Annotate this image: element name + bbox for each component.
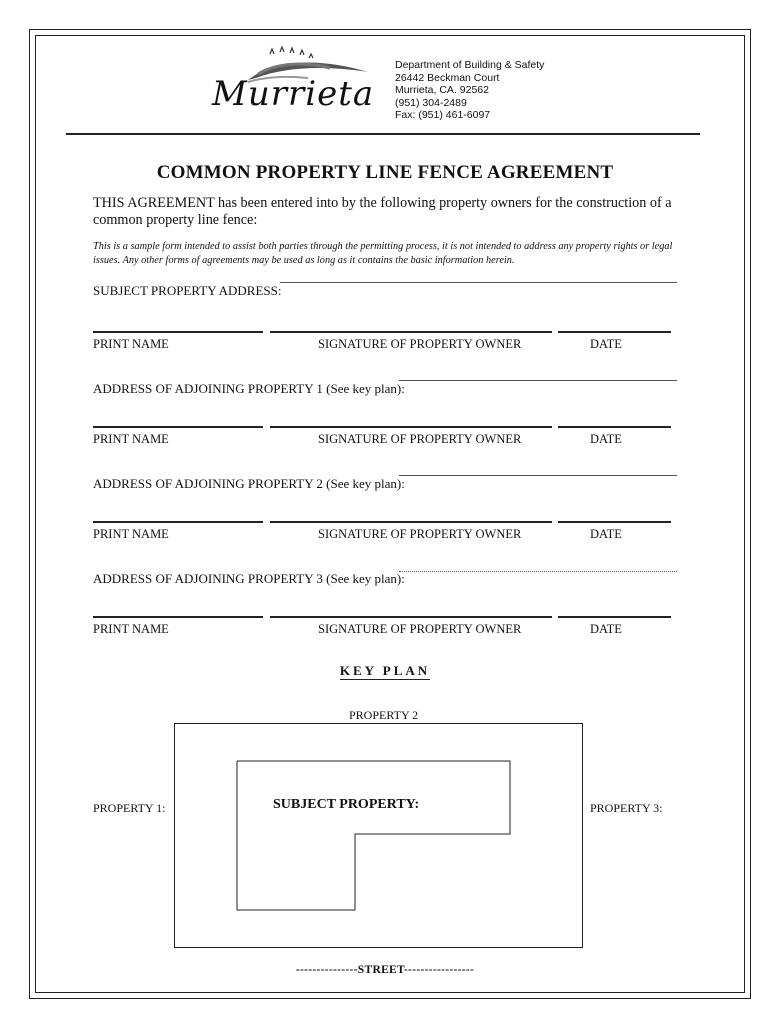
signature-label-4: SIGNATURE OF PROPERTY OWNER bbox=[318, 622, 522, 636]
adjoining-2-label: ADDRESS OF ADJOINING PROPERTY 2 (See key plan): bbox=[93, 476, 405, 491]
disclaimer-note: This is a sample form intended to assist both parties through the permitting process, it is not intended to address any property rights or legal issues. Any other forms of agreements may be used as long as it contains the basic information herein. bbox=[93, 241, 673, 266]
header-divider bbox=[66, 133, 700, 135]
date-line-1[interactable] bbox=[558, 331, 671, 333]
street-label: ---------------STREET----------------- bbox=[295, 964, 475, 976]
department-city: Murrieta, CA. 92562 bbox=[395, 84, 489, 96]
subject-address-label: SUBJECT PROPERTY ADDRESS: bbox=[93, 283, 282, 298]
property-3-label: PROPERTY 3: bbox=[590, 801, 663, 815]
property-1-label: PROPERTY 1: bbox=[93, 801, 166, 815]
adjoining-3-field[interactable] bbox=[399, 571, 677, 572]
print-name-line-2[interactable] bbox=[93, 426, 263, 428]
intro-text: THIS AGREEMENT has been entered into by the following property owners for the construction of a common property line fence: bbox=[93, 195, 672, 228]
subject-address-field[interactable] bbox=[280, 282, 677, 283]
department-phone: (951) 304-2489 bbox=[395, 96, 467, 109]
signature-line-4[interactable] bbox=[270, 616, 552, 618]
signature-label-1: SIGNATURE OF PROPERTY OWNER bbox=[318, 337, 522, 351]
date-label-3: DATE bbox=[590, 527, 622, 541]
print-name-label-2: PRINT NAME bbox=[93, 432, 169, 446]
signature-label-2: SIGNATURE OF PROPERTY OWNER bbox=[318, 432, 522, 446]
signature-line-2[interactable] bbox=[270, 426, 552, 428]
adjoining-1-label: ADDRESS OF ADJOINING PROPERTY 1 (See key plan): bbox=[93, 381, 405, 396]
print-name-label-3: PRINT NAME bbox=[93, 527, 169, 541]
department-street: 26442 Beckman Court bbox=[395, 71, 500, 84]
print-name-label-1: PRINT NAME bbox=[93, 337, 169, 351]
date-label-4: DATE bbox=[590, 622, 622, 636]
department-fax: Fax: (951) 461-6097 bbox=[395, 109, 491, 121]
adjoining-1-field[interactable] bbox=[399, 380, 677, 381]
department-name: Department of Building & Safety bbox=[395, 59, 545, 71]
logo-wordmark: Murrieta bbox=[212, 74, 375, 114]
print-name-line-4[interactable] bbox=[93, 616, 263, 618]
date-line-3[interactable] bbox=[558, 521, 671, 523]
date-line-4[interactable] bbox=[558, 616, 671, 618]
property-2-label: PROPERTY 2 bbox=[349, 708, 419, 722]
page-title: COMMON PROPERTY LINE FENCE AGREEMENT bbox=[156, 162, 614, 183]
department-info bbox=[395, 59, 544, 122]
signature-label-3: SIGNATURE OF PROPERTY OWNER bbox=[318, 527, 522, 541]
adjoining-3-label: ADDRESS OF ADJOINING PROPERTY 3 (See key plan): bbox=[93, 571, 405, 586]
date-label-1: DATE bbox=[590, 337, 622, 351]
subject-property-outline bbox=[236, 760, 512, 912]
key-plan-title bbox=[0, 663, 770, 679]
print-name-line-1[interactable] bbox=[93, 331, 263, 333]
print-name-line-3[interactable] bbox=[93, 521, 263, 523]
subject-property-label: SUBJECT PROPERTY: bbox=[273, 797, 420, 812]
date-line-2[interactable] bbox=[558, 426, 671, 428]
signature-line-1[interactable] bbox=[270, 331, 552, 333]
signature-line-3[interactable] bbox=[270, 521, 552, 523]
print-name-label-4: PRINT NAME bbox=[93, 622, 169, 636]
key-plan-title-text: KEY PLAN bbox=[339, 663, 431, 678]
date-label-2: DATE bbox=[590, 432, 622, 446]
adjoining-2-field[interactable] bbox=[399, 475, 677, 476]
